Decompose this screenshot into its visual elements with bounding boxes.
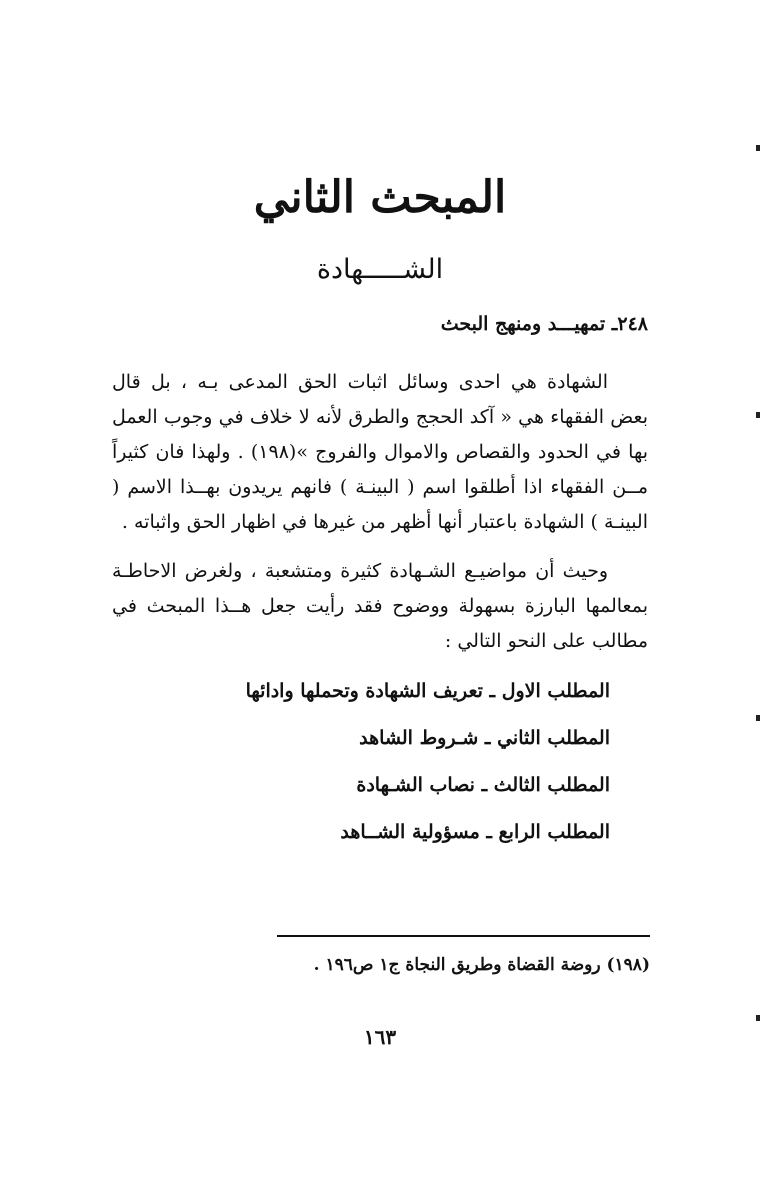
page-number: ١٦٣ (363, 1025, 397, 1049)
margin-mark (756, 412, 760, 418)
subsection-heading: ٢٤٨ـ تمهيـــد ومنهج البحث (440, 313, 648, 335)
footnote-divider (277, 935, 650, 937)
outline-item: المطلب الثاني ـ شـروط الشاهد (359, 727, 610, 749)
margin-mark (756, 715, 760, 721)
chapter-title: المبحث الثاني (253, 172, 507, 223)
section-title: الشـــــهادة (316, 254, 444, 285)
body-paragraph: الشهادة هي احدى وسائل اثبات الحق المدعى بـه ، بل قال بعض الفقهاء هي « آكد الحجج والطرق لأنه لا خلاف في وجوب العمل بها في الحدود والقصاص والاموال والفروج »(١٩٨) . ولهذا فان كثيراً مــن الفقهاء اذا أطلقوا اسم ( البينـة ) فانهم يريدون بهــذا الاسم ( البينـة ) الشهادة باعتبار أنها أظهر من غيرها في اظهار الحق واثباته . (112, 371, 648, 533)
outline-item: المطلب الثالث ـ نصاب الشـهادة (356, 774, 610, 796)
outline-item: المطلب الاول ـ تعريف الشهادة وتحملها وادائها (245, 680, 610, 702)
outline-item: المطلب الرابع ـ مسؤولية الشــاهد (340, 821, 610, 843)
body-paragraph: وحيث أن مواضيـع الشـهادة كثيرة ومتشعبة ، ولغرض الاحاطـة بمعالمها البارزة بسهولة ووضوح فقد رأيت جعل هــذا المبحث في مطالب على النحو التالي : (112, 560, 648, 652)
margin-mark (756, 145, 760, 151)
footnote: (١٩٨) روضة القضاة وطريق النجاة ج١ ص١٩٦ . (313, 955, 650, 975)
outline-list (110, 668, 610, 856)
margin-mark (756, 1015, 760, 1021)
